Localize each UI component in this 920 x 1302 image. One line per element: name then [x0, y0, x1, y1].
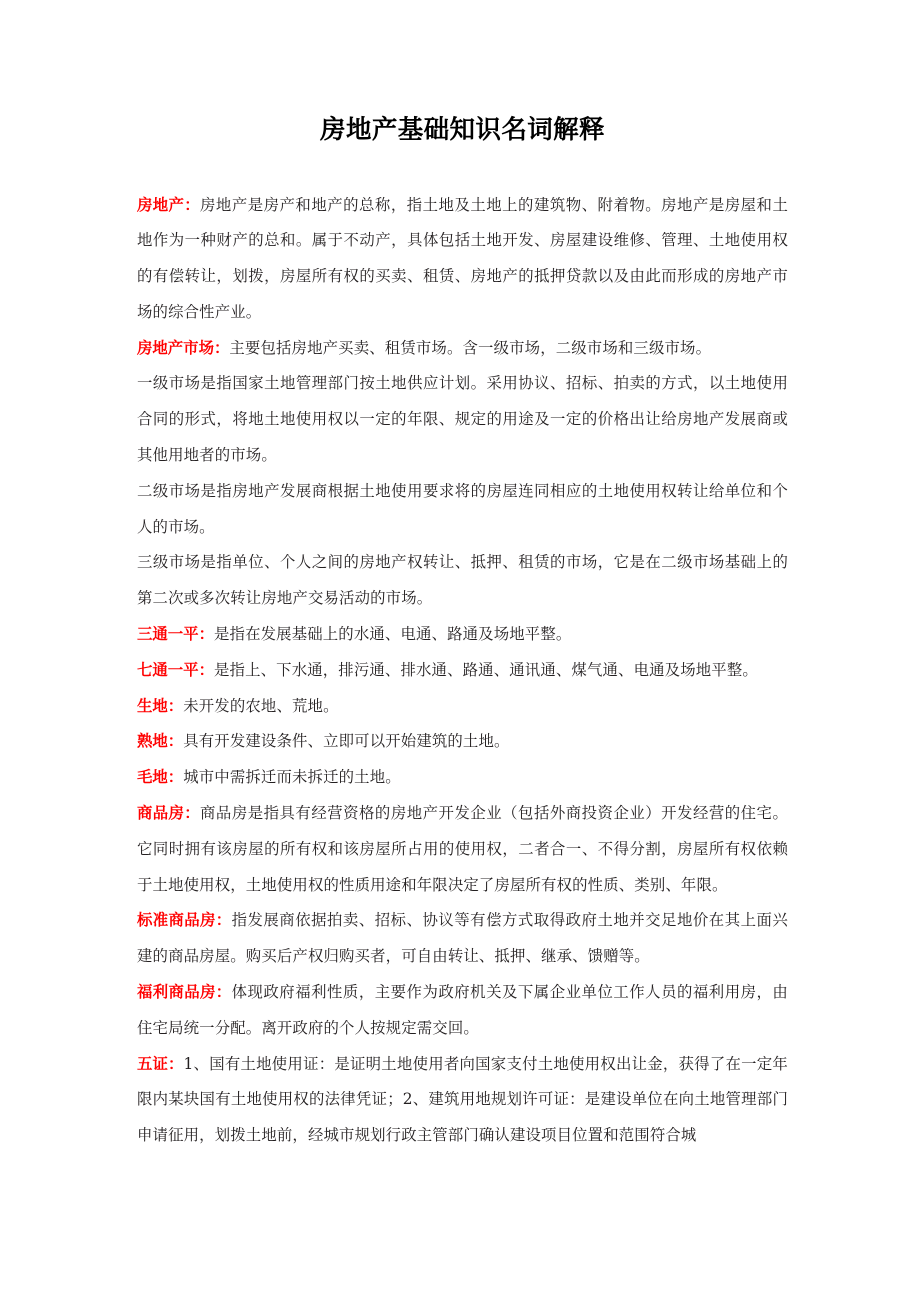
- glossary-term: 毛地: [137, 768, 168, 787]
- glossary-entry: [137, 724, 788, 760]
- glossary-definition: 具有开发建设条件、立即可以开始建筑的土地。: [183, 732, 510, 751]
- glossary-entry: [137, 1047, 788, 1154]
- glossary-entry: [137, 617, 788, 653]
- glossary-entry: [137, 545, 788, 617]
- glossary-entry: [137, 760, 788, 796]
- glossary-entry: [137, 903, 788, 975]
- glossary-term: 熟地: [137, 732, 168, 751]
- glossary-term-separator: ：: [167, 732, 184, 751]
- glossary-term-separator: ：: [215, 911, 232, 930]
- glossary-definition: 主要包括房地产买卖、租赁市场。含一级市场，二级市场和三级市场。: [229, 338, 712, 357]
- glossary-term: 生地: [137, 696, 168, 715]
- glossary-entry: [137, 796, 788, 903]
- glossary-term: 商品房: [137, 804, 185, 823]
- document-content: [137, 0, 788, 1154]
- glossary-term-separator: ：: [198, 660, 214, 679]
- glossary-definition: 是指上、下水通，排污通、排水通、路通、通讯通、煤气通、电通及场地平整。: [213, 660, 758, 679]
- glossary-definition: 房地产是房产和地产的总称，指土地及土地上的建筑物、附着物。房地产是房屋和土地作为一种财产的总和。属于不动产，具体包括土地开发、房屋建设维修、管理、土地使用权的有偿转让，划拨，房屋所有权的买卖、租赁、房地产的抵押贷款以及由此而形成的房地产市场的综合性产业。: [137, 195, 788, 321]
- glossary-entry: [137, 188, 788, 331]
- glossary-entry: [137, 331, 788, 367]
- glossary-term-separator: ：: [167, 768, 184, 787]
- glossary-term-separator: ：: [184, 804, 201, 823]
- glossary-definition: 三级市场是指单位、个人之间的房地产权转让、抵押、租赁的市场，它是在二级市场基础上的第二次或多次转让房地产交易活动的市场。: [137, 553, 788, 608]
- glossary-term-separator: ：: [168, 1054, 184, 1073]
- glossary-definition: 一级市场是指国家土地管理部门按土地供应计划。采用协议、招标、拍卖的方式，以土地使用合同的形式，将地土地使用权以一定的年限、规定的用途及一定的价格出让给房地产发展商或其他用地者的市场。: [137, 374, 788, 465]
- glossary-term-separator: ：: [184, 195, 201, 214]
- glossary-definition: 是指在发展基础上的水通、电通、路通及场地平整。: [213, 625, 572, 644]
- glossary-term-separator: ：: [167, 696, 184, 715]
- glossary-entry: [137, 975, 788, 1047]
- glossary-term-separator: ：: [198, 625, 214, 644]
- glossary-term: 标准商品房: [137, 911, 216, 930]
- glossary-definition: 二级市场是指房地产发展商根据土地使用要求将的房屋连同相应的土地使用权转让给单位和个人的市场。: [137, 481, 788, 536]
- glossary-term: 房地产市场: [137, 338, 214, 357]
- glossary-entry: [137, 474, 788, 546]
- glossary-entry: [137, 653, 788, 689]
- glossary-term: 七通一平: [137, 660, 199, 679]
- glossary-definition: 城市中需拆迁而未拆迁的土地。: [183, 768, 401, 787]
- glossary-entry: [137, 366, 788, 473]
- glossary-term-separator: ：: [215, 983, 232, 1002]
- glossary-definition: 指发展商依据拍卖、招标、协议等有偿方式取得政府土地并交足地价在其上面兴建的商品房屋。购买后产权归购买者，可自由转让、抵押、继承、馈赠等。: [137, 911, 788, 966]
- glossary-term: 五证: [137, 1054, 168, 1073]
- glossary-entry: [137, 689, 788, 725]
- glossary-definition: 1、国有土地使用证：是证明土地使用者向国家支付土地使用权出让金，获得了在一定年限内某块国有土地使用权的法律凭证；2、建筑用地规划许可证：是建设单位在向土地管理部门申请征用，划拨土地前，经城市规划行政主管部门确认建设项目位置和范围符合城: [137, 1054, 788, 1145]
- glossary-term: 福利商品房: [137, 983, 216, 1002]
- glossary-term: 三通一平: [137, 625, 199, 644]
- glossary-term-separator: ：: [213, 338, 230, 357]
- glossary-term: 房地产: [137, 195, 185, 214]
- page-title: 房地产基础知识名词解释: [320, 115, 605, 145]
- glossary-entries-list: [137, 188, 788, 1155]
- glossary-definition: 体现政府福利性质，主要作为政府机关及下属企业单位工作人员的福利用房，由住宅局统一分配。离开政府的个人按规定需交回。: [137, 983, 788, 1037]
- glossary-definition: 未开发的农地、荒地。: [183, 696, 339, 715]
- glossary-definition: 商品房是指具有经营资格的房地产开发企业（包括外商投资企业）开发经营的住宅。它同时拥有该房屋的所有权和该房屋所占用的使用权，二者合一、不得分割，房屋所有权依赖于土地使用权，土地使用权的性质用途和年限决定了房屋所有权的性质、类别、年限。: [137, 804, 788, 894]
